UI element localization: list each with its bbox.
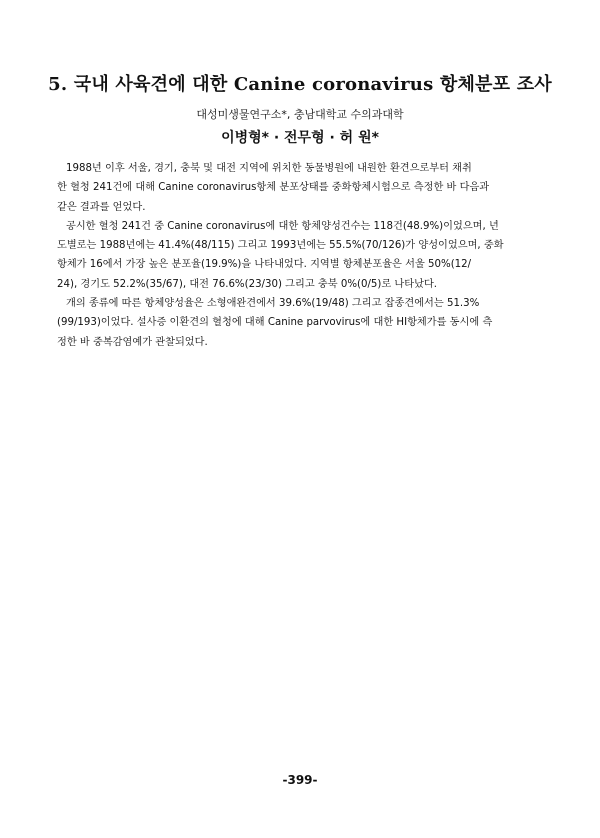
author-names: 이병형* · 전무형 · 허 원* — [221, 130, 379, 146]
paper-title: 5. 국내 사육견에 대한 Canine coronavirus 항체분포 조사 — [48, 74, 552, 95]
text-line: 개의 종류에 따른 항체양성율은 소형애완견에서 39.6%(19/48) 그리고 잡종견에서는 51.3% — [66, 298, 480, 310]
text-line: 공시한 혈청 241건 중 Canine coronavirus에 대한 항체양성건수는 118건(48.9%)이었으며, 년 — [66, 220, 499, 232]
text-line: (99/193)이었다. 설사증 이환견의 혈청에 대해 Canine parvovirus에 대한 HI항체가를 동시에 측 — [57, 317, 493, 329]
text-line: 항체가 16에서 가장 높은 분포율(19.9%)을 나타내었다. 지역별 항체분포율은 서울 50%(12/ — [57, 259, 472, 271]
text-line: 24), 경기도 52.2%(35/67), 대전 76.6%(23/30) 그리고 충북 0%(0/5)로 나타났다. — [57, 278, 438, 290]
paragraph-3 — [57, 294, 543, 352]
paragraph-2 — [57, 217, 543, 294]
text-line: 같은 결과를 얻었다. — [57, 201, 146, 213]
author-affiliation: 대성미생물연구소*, 충남대학교 수의과대학 — [196, 108, 404, 121]
text-line: 정한 바 중복감염예가 관찰되었다. — [57, 336, 208, 348]
page-number: -399- — [282, 773, 318, 787]
text-line: 도별로는 1988년에는 41.4%(48/115) 그리고 1993년에는 55.5%(70/126)가 양성이었으며, 중화 — [57, 240, 504, 252]
text-line: 한 혈청 241건에 대해 Canine coronavirus항체 분포상태를 중화항체시험으로 측정한 바 다음과 — [57, 182, 490, 194]
text-line: 1988년 이후 서울, 경기, 충북 및 대전 지역에 위치한 동물병원에 내원한 환견으로부터 채취 — [66, 163, 472, 174]
paragraph-1 — [57, 159, 543, 217]
abstract-body — [57, 159, 543, 352]
